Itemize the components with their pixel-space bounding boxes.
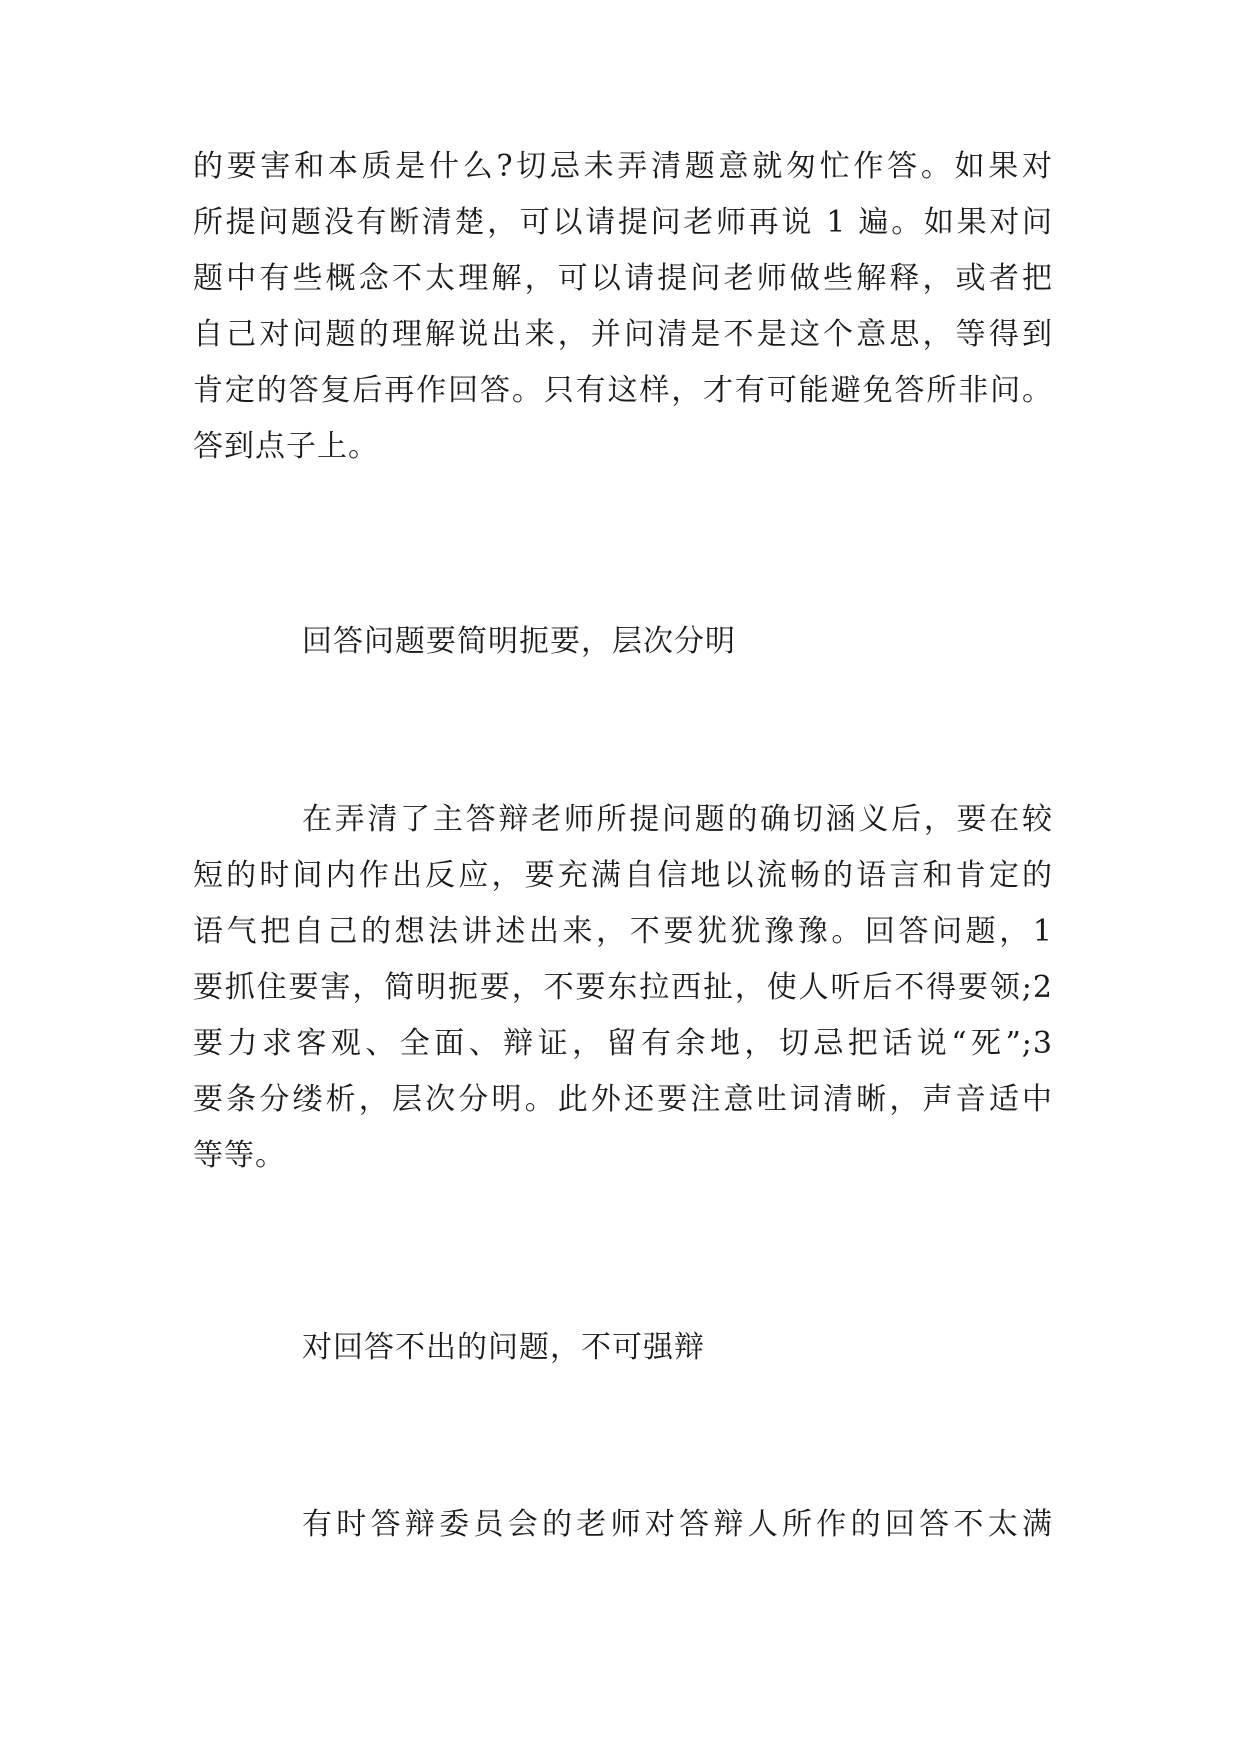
section-heading-1: 回答问题要简明扼要，层次分明 bbox=[302, 624, 736, 659]
paragraph-2-line-6: 要条分缕析，层次分明。此外还要注意吐词清晰，声音适中 bbox=[193, 1082, 1053, 1117]
paragraph-2-line-2: 短的时间内作出反应，要充满自信地以流畅的语言和肯定的 bbox=[193, 858, 1053, 893]
paragraph-1-line-5: 肯定的答复后再作回答。只有这样，才有可能避免答所非问。 bbox=[193, 373, 1053, 408]
paragraph-1-line-2: 所提问题没有断清楚，可以请提问老师再说 1 遍。如果对问 bbox=[193, 205, 1053, 240]
paragraph-1-line-6: 答到点子上。 bbox=[193, 429, 379, 464]
paragraph-2-line-3: 语气把自己的想法讲述出来，不要犹犹豫豫。回答问题，1 bbox=[193, 914, 1053, 949]
paragraph-2-line-1: 在弄清了主答辩老师所提问题的确切涵义后，要在较 bbox=[302, 802, 1053, 837]
paragraph-2-line-7: 等等。 bbox=[193, 1138, 286, 1173]
paragraph-1-line-3: 题中有些概念不太理解，可以请提问老师做些解释，或者把 bbox=[193, 261, 1053, 296]
section-heading-2: 对回答不出的问题，不可强辩 bbox=[302, 1330, 705, 1365]
paragraph-2-line-4: 要抓住要害，简明扼要，不要东拉西扯，使人听后不得要领;2 bbox=[193, 970, 1053, 1005]
paragraph-3-line-1: 有时答辩委员会的老师对答辩人所作的回答不太满 bbox=[302, 1507, 1053, 1542]
paragraph-2-line-5: 要力求客观、全面、辩证，留有余地，切忌把话说“死”;3 bbox=[193, 1026, 1053, 1061]
paragraph-1-line-1: 的要害和本质是什么?切忌未弄清题意就匆忙作答。如果对 bbox=[193, 149, 1053, 184]
paragraph-1-line-4: 自己对问题的理解说出来，并问清是不是这个意思，等得到 bbox=[193, 317, 1053, 352]
